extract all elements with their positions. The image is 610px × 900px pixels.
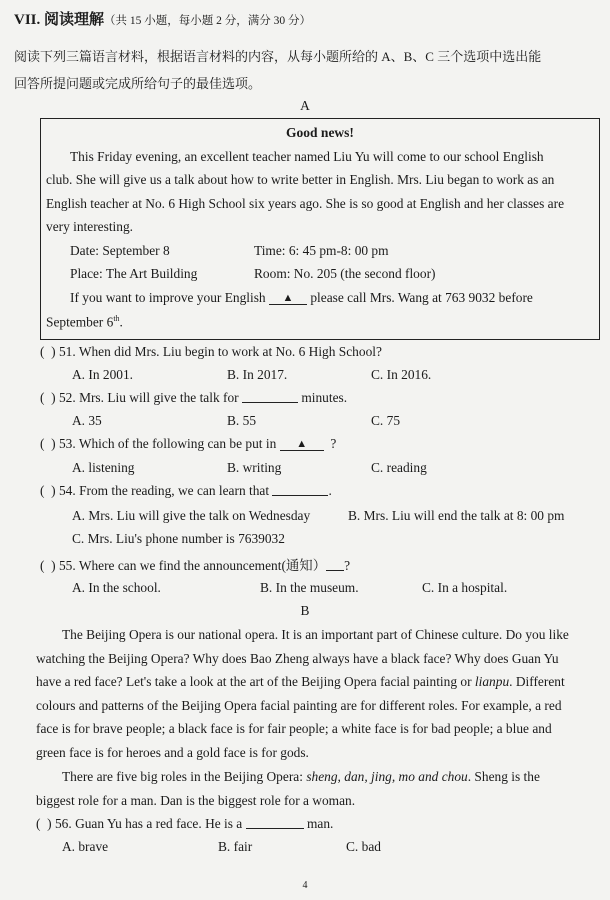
answer-blank [242,391,298,403]
question-52-option-c: C. 75 [371,413,401,428]
question-55-stem [40,555,350,574]
event-place: Place: The Art Building [70,266,198,281]
question-54-text: ) 54. From the reading, we can learn that [51,483,270,498]
question-56-text: ) 56. Guan Yu has a red face. He is a [47,816,243,831]
question-52-option-b: B. 55 [227,413,257,428]
question-56-text-end: man. [306,816,334,831]
passage-b-p2-line-2: biggest role for a man. Dan is the biggest role for a woman. [36,793,356,808]
question-53-text-end: ? [330,436,337,451]
section-heading [14,8,311,29]
blank-triangle: ▲ [280,438,324,451]
question-52-text-end: minutes. [301,390,348,405]
question-51-option-c: C. In 2016. [371,367,432,382]
passage-b-letter: B [300,603,310,618]
question-51-text: ) 51. When did Mrs. Liu begin to work at No. 6 High School? [51,344,382,359]
passage-b-p2-line-1 [62,769,540,785]
question-56-option-a: A. brave [62,839,109,854]
answer-paren: ( [40,483,45,498]
answer-paren: ( [40,390,45,405]
question-53-stem [40,436,336,452]
passage-a-line-3: English teacher at No. 6 High School six years ago. She is so good at English and her classes are [46,196,565,211]
passage-b-p2-end: . Sheng is the [467,769,540,784]
question-56-option-c: C. bad [346,839,381,854]
answer-blank [326,559,344,571]
question-54-option-a: A. Mrs. Liu will give the talk on Wednesday [72,508,311,523]
page-number: 4 [302,880,308,891]
question-56-option-b: B. fair [218,839,253,854]
contact-after: please call Mrs. Wang at 763 9032 before [310,290,533,305]
question-53-option-a: A. listening [72,460,135,475]
passage-b-line-3-text: have a red face? Let's take a look at the art of the Beijing Opera facial painting or [36,674,472,689]
answer-paren: ( [40,436,45,451]
instructions-line-2: 回答所提问题或完成所给句子的最佳选项。 [14,76,262,91]
passage-b-line-2: watching the Beijing Opera? Why does Bao Zheng always have a black face? Why does Guan Yu [36,651,559,666]
question-54-option-c: C. Mrs. Liu's phone number is 7639032 [72,531,285,546]
passage-b-line-3 [36,674,565,690]
deadline-line [46,314,123,330]
question-55-option-a: A. In the school. [72,580,161,595]
question-51-stem [40,344,382,360]
deadline-end: . [119,314,123,330]
answer-paren: ( [40,344,45,359]
passage-b-p2-start: There are five big roles in the Beijing Opera: [62,769,303,784]
question-54-text-end: . [328,483,332,498]
contact-line [70,290,533,306]
question-56-stem [36,816,333,832]
question-53-text: ) 53. Which of the following can be put in [51,436,277,451]
question-52-text: ) 52. Mrs. Liu will give the talk for [51,390,239,405]
deadline-suffix: th [113,314,120,323]
passage-a-line-2: club. She will give us a talk about how to write better in English. Mrs. Liu began to work as an [46,172,555,187]
passage-b-line-5: face is for brave people; a black face is for fair people; a white face is for bad people; a blue and [36,721,552,736]
event-room: Room: No. 205 (the second floor) [254,266,436,281]
question-51-option-a: A. In 2001. [72,367,133,382]
question-55-text: ) 55. Where can we find the announcement(通知） [51,558,327,573]
contact-before: If you want to improve your English [70,290,266,305]
question-54-stem [40,483,332,499]
question-51-option-b: B. In 2017. [227,367,288,382]
answer-blank [246,817,304,829]
answer-paren: ( [36,816,41,831]
question-53-option-b: B. writing [227,460,282,475]
question-55-text-end: ? [344,558,351,573]
answer-paren: ( [40,558,45,573]
passage-b-line-6: green face is for heroes and a gold face is for gods. [36,745,309,760]
deadline: September 6 [46,314,114,330]
question-52-stem [40,390,347,406]
question-53-option-c: C. reading [371,460,427,475]
passage-a-line-4: very interesting. [46,219,134,234]
answer-blank [272,484,328,496]
opera-roles: sheng, dan, jing, mo and chou [306,769,468,784]
passage-a-letter: A [300,98,310,113]
passage-b-line-4: colours and patterns of the Beijing Opera facial painting are for different roles. For example, a red [36,698,562,713]
blank-triangle: ▲ [269,292,307,305]
lianpu-term: lianpu [474,674,510,689]
passage-a-line-1: This Friday evening, an excellent teacher named Liu Yu will come to our school English [70,149,544,164]
instructions-line-1: 阅读下列三篇语言材料，根据语言材料的内容，从每小题所给的 A、B、C 三个选项中选出能 [14,49,542,64]
passage-b-line-3-end: . Different [509,674,565,689]
passage-a-title: Good news! [286,125,354,140]
question-54-option-b: B. Mrs. Liu will end the talk at 8: 00 pm [348,508,565,523]
question-55-option-b: B. In the museum. [260,580,359,595]
event-date: Date: September 8 [70,243,170,258]
event-time: Time: 6: 45 pm-8: 00 pm [254,243,389,258]
question-55-option-c: C. In a hospital. [422,580,508,595]
section-title: VII. 阅读理解 [14,12,105,28]
question-52-option-a: A. 35 [72,413,102,428]
section-note: （共 15 小题，每小题 2 分，满分 30 分） [104,15,312,27]
passage-b-line-1: The Beijing Opera is our national opera. It is an important part of Chinese culture. Do you like [62,627,569,642]
